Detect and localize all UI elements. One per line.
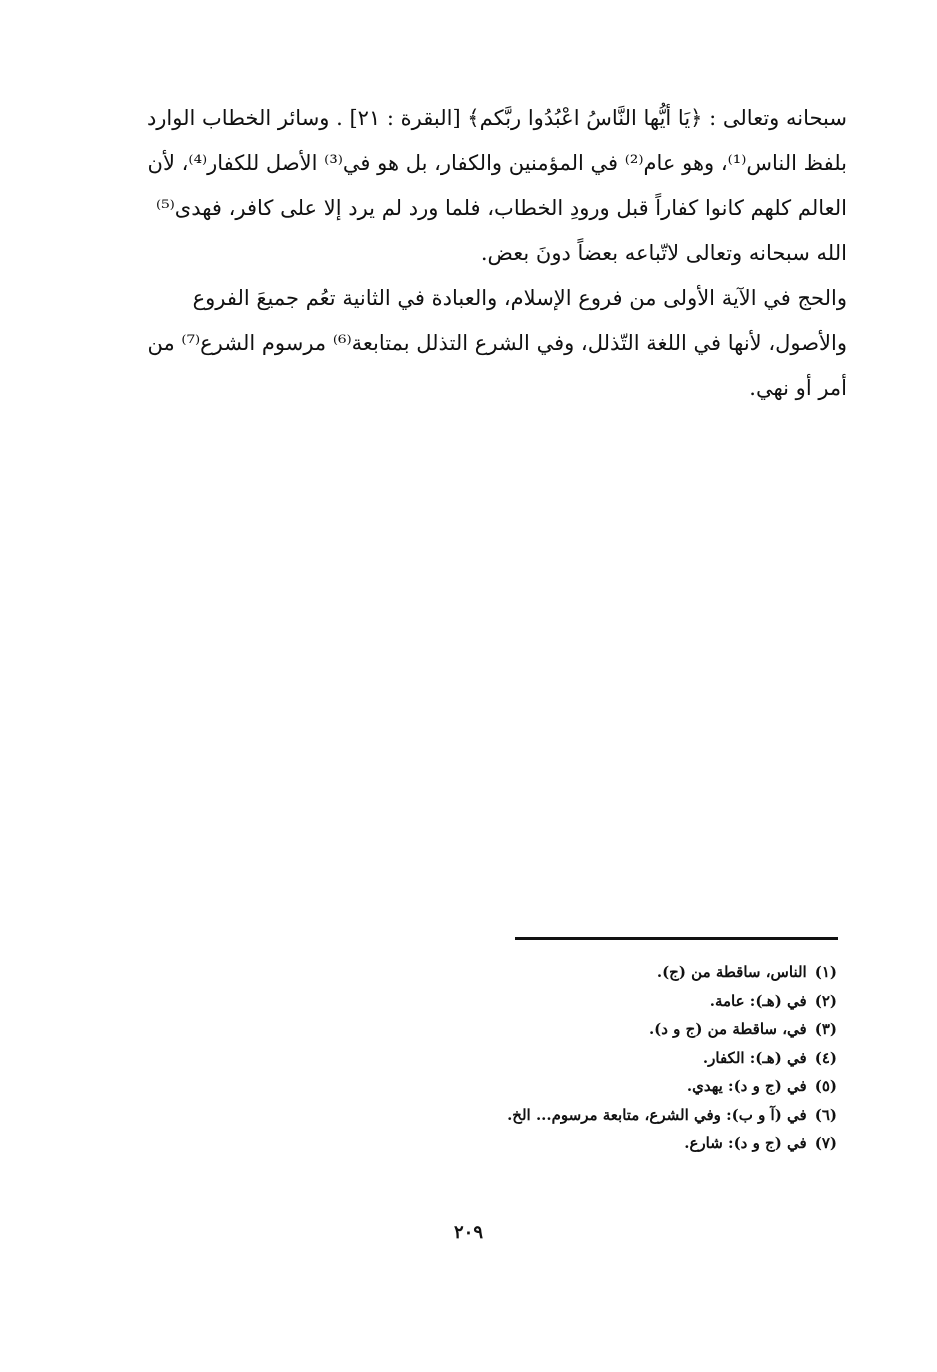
footnote: [417, 958, 837, 987]
footnote-text: في (آ و ب): وفي الشرع، متابعة مرسوم... الخ.: [507, 1105, 807, 1124]
footnote-text: في (هـ): الكفار.: [702, 1048, 807, 1067]
footnote-number: (٥): [814, 1077, 837, 1095]
footnote-separator: [515, 937, 838, 940]
footnote-text: الناس، ساقطة من (ج).: [656, 963, 807, 981]
footnote: [417, 1129, 837, 1158]
text-line: والأصول، لأنها في اللغة التّذلل، وفي الشرع التذلل بمتابعة⁽⁶⁾ مرسوم الشرع⁽⁷⁾ من: [147, 331, 847, 355]
footnote-number: (٦): [814, 1105, 837, 1124]
footnote-number: (١): [814, 963, 837, 981]
footnote-number: (٤): [814, 1048, 837, 1067]
text-line: والحج في الآية الأولى من فروع الإسلام، والعبادة في الثانية تعُم جميعَ الفروع: [192, 286, 847, 310]
footnotes: [417, 958, 837, 1158]
main-text-block: [135, 96, 847, 411]
footnote-text: في (ج و د): شارع.: [684, 1134, 807, 1152]
footnote-text: في (ج و د): يهدي.: [686, 1077, 807, 1095]
text-line: بلفظ الناس⁽¹⁾، وهو عام⁽²⁾ في المؤمنين والكفار، بل هو في⁽³⁾ الأصل للكفار⁽⁴⁾، لأن: [147, 151, 847, 175]
footnote-number: (٣): [814, 1020, 837, 1038]
footnote: [417, 1101, 837, 1130]
footnote: [417, 1044, 837, 1073]
text-line: الله سبحانه وتعالى لاتّباعه بعضاً دونَ بعض.: [480, 241, 847, 265]
footnote: [417, 1015, 837, 1044]
footnote-text: في، ساقطة من (ج و د).: [648, 1020, 807, 1038]
footnote: [417, 987, 837, 1016]
page-number: ٢٠٩: [453, 1222, 483, 1243]
footnote-number: (٧): [814, 1134, 837, 1152]
footnote-text: في (هـ): عامة.: [709, 991, 807, 1010]
footnote: [417, 1072, 837, 1101]
text-line: سبحانه وتعالى : ﴿يَا أيُّها النَّاسُ اعْبُدُوا ربَّكم﴾ [البقرة : ٢١] . وسائر الخطاب الوارد: [146, 106, 847, 130]
footnote-number: (٢): [814, 991, 837, 1010]
text-line: العالم كلهم كانوا كفاراً قبل ورودِ الخطاب، فلما ورد لم يرد إلا على كافر، فهدى⁽⁵⁾: [156, 196, 847, 220]
text-line: أمر أو نهي.: [749, 376, 847, 400]
